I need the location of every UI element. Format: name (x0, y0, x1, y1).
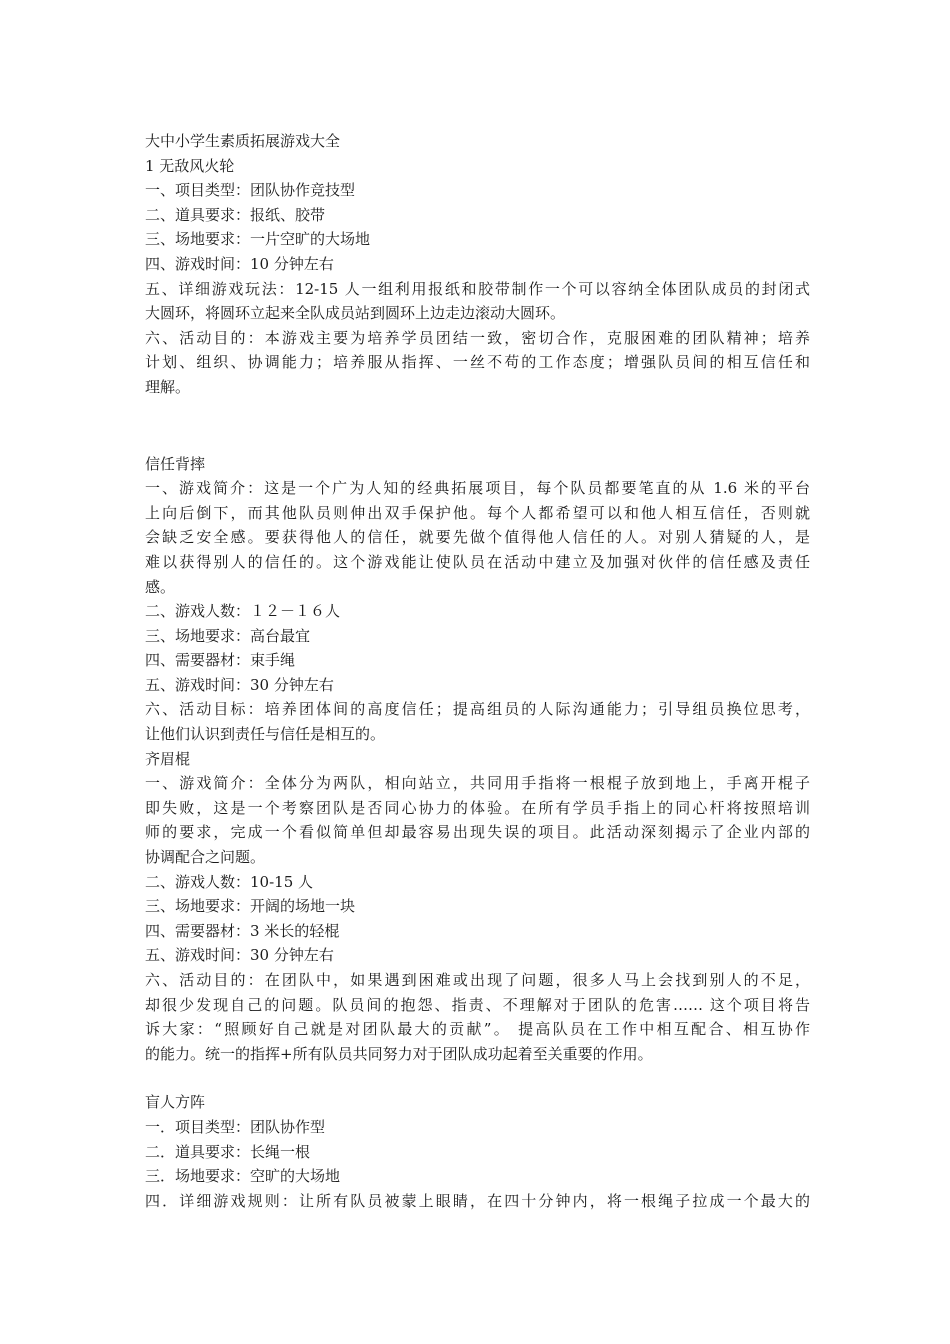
spacer (145, 400, 810, 452)
paragraph-line: 感。 (145, 577, 176, 596)
paragraph-line: 二、游戏人数：１２－１６人 (145, 602, 341, 621)
paragraph-line: 难以获得别人的信任的。这个游戏能让使队员在活动中建立及加强对伙伴的信任感及责任 (145, 552, 810, 571)
paragraph-line: 六、活动目的：本游戏主要为培养学员团结一致，密切合作，克服困难的团队精神；培养 (145, 328, 810, 347)
paragraph-line: 五、游戏时间：30 分钟左右 (145, 946, 334, 965)
paragraph-line: 三．场地要求：空旷的大场地 (145, 1167, 341, 1186)
section-heading: 盲人方阵 (145, 1093, 206, 1112)
paragraph-line: 诉大家：“照顾好自己就是对团队最大的贡献”。 提高队员在工作中相互配合、相互协作 (145, 1020, 810, 1039)
document-page (145, 129, 810, 1213)
paragraph-line: 大圆环，将圆环立起来全队成员站到圆环上边走边滚动大圆环。 (145, 304, 566, 323)
section-heading: 齐眉棍 (145, 749, 191, 768)
paragraph-line: 理解。 (145, 377, 191, 396)
paragraph-line: 三、场地要求：一片空旷的大场地 (145, 230, 371, 249)
paragraph-line: 三、场地要求：高台最宜 (145, 626, 311, 645)
paragraph-line: 四、需要器材：束手绳 (145, 651, 296, 670)
paragraph-line: 四．详细游戏规则：让所有队员被蒙上眼睛，在四十分钟内，将一根绳子拉成一个最大的 (145, 1191, 810, 1210)
paragraph-line: 五、游戏时间：30 分钟左右 (145, 675, 334, 694)
paragraph-line: 协调配合之问题。 (145, 848, 266, 867)
paragraph-line: 四、游戏时间：10 分钟左右 (145, 254, 334, 273)
paragraph-line: 计划、组织、协调能力；培养服从指挥、一丝不苟的工作态度；增强队员间的相互信任和 (145, 353, 810, 372)
paragraph-line: 六、活动目的：在团队中，如果遇到困难或出现了问题，很多人马上会找到别人的不足， (145, 971, 810, 989)
section-heading: 信任背摔 (145, 454, 206, 473)
section-heading: 1 无敌风火轮 (145, 156, 235, 175)
paragraph-line: 会缺乏安全感。要获得他人的信任，就要先做个值得他人信任的人。对别人猜疑的人，是 (145, 528, 810, 547)
game-section-2 (145, 452, 810, 747)
paragraph-line: 上向后倒下，而其他队员则伸出双手保护他。每个人都希望可以和他人相互信任，否则就 (145, 503, 810, 522)
paragraph-line: 即失败，这是一个考察团队是否同心协力的体验。在所有学员手指上的同心杆将按照培训 (145, 798, 810, 817)
paragraph-line: 师的要求，完成一个看似简单但却最容易出现失误的项目。此活动深刻揭示了企业内部的 (145, 823, 810, 842)
document-title: 大中小学生素质拓展游戏大全 (145, 132, 341, 150)
paragraph-line: 一、游戏简介：全体分为两队，相向站立，共同用手指将一根棍子放到地上，手离开棍子 (145, 774, 810, 793)
paragraph-line: 一．项目类型：团队协作型 (145, 1117, 326, 1136)
paragraph-line: 三、场地要求：开阔的场地一块 (145, 897, 356, 916)
game-section-1 (145, 154, 810, 400)
paragraph-line: 二、游戏人数：10-15 人 (145, 872, 314, 891)
game-section-3 (145, 747, 810, 1067)
paragraph-line: 让他们认识到责任与信任是相互的。 (145, 725, 386, 744)
paragraph-line: 二．道具要求：长绳一根 (145, 1142, 311, 1161)
paragraph-line: 六、活动目标：培养团体间的高度信任；提高组员的人际沟通能力；引导组员换位思考， (145, 700, 810, 719)
paragraph-line: 一、游戏简介：这是一个广为人知的经典拓展项目，每个队员都要笔直的从 1.6 米的平台 (145, 479, 810, 498)
paragraph-line: 四、需要器材：3 米长的轻棍 (145, 921, 340, 940)
paragraph-line: 的能力。统一的指挥+所有队员共同努力对于团队成功起着至关重要的作用。 (145, 1044, 653, 1063)
spacer (145, 1066, 810, 1090)
paragraph-line: 五、详细游戏玩法：12-15 人一组利用报纸和胶带制作一个可以容纳全体团队成员的封闭式 (145, 279, 810, 298)
paragraph-line: 二、道具要求：报纸、胶带 (145, 205, 326, 224)
game-section-4 (145, 1090, 810, 1213)
paragraph-line: 却很少发现自己的问题。队员间的抱怨、指责、不理解对于团队的危害…… 这个项目将告 (145, 995, 810, 1014)
paragraph-line: 一、项目类型：团队协作竞技型 (145, 181, 356, 200)
